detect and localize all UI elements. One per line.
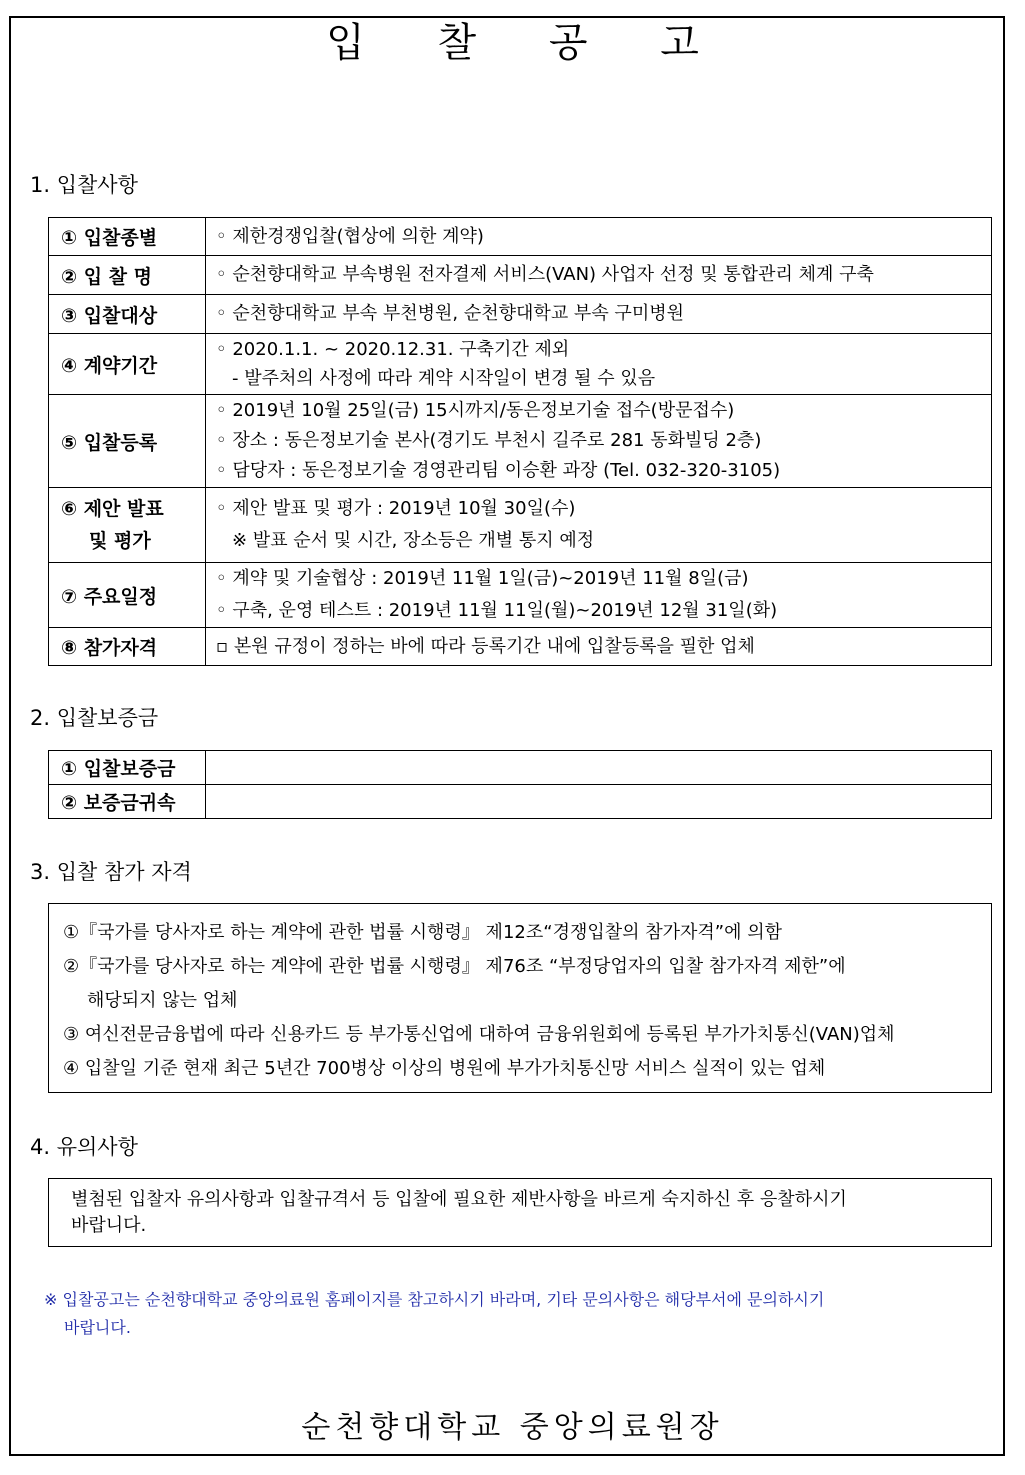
row-text: ◦ 제한경쟁입찰(협상에 의한 계약): [216, 225, 484, 247]
row-text: ◦ 2020.1.1. ~ 2020.12.31. 구축기간 제외: [216, 339, 570, 360]
table-row: [49, 334, 992, 395]
table-row: [49, 295, 992, 334]
section-heading-2: 2. 입찰보증금: [30, 706, 159, 730]
row-value: [206, 295, 992, 334]
qualification-item: ②『국가를 당사자로 하는 계약에 관한 법률 시행령』 제76조 “부정당업자의 입찰 참가자격 제한”에: [63, 956, 846, 977]
row-text: ◦ 담당자 : 동은정보기술 경영관리팀 이승환 과장 (Tel. 032-320-3105): [216, 460, 781, 481]
signature: 순천향대학교 중앙의료원장: [301, 1410, 724, 1445]
table-row: [49, 751, 992, 785]
row-value: [206, 751, 992, 785]
row-text: ▫ 본원 규정이 정하는 바에 따라 등록기간 내에 입찰등록을 필한 업체: [216, 635, 755, 657]
row-label: ② 보증금귀속: [49, 785, 206, 819]
caution-box: [48, 1178, 992, 1247]
row-value: [206, 395, 992, 488]
qualifications-box: [48, 903, 992, 1093]
bid-items-table: [48, 217, 992, 666]
row-value: [206, 334, 992, 395]
table-row: [49, 256, 992, 295]
row-text: ◦ 구축, 운영 테스트 : 2019년 11월 11일(월)~2019년 12월 31일(화): [216, 600, 778, 621]
table-row: [49, 628, 992, 666]
row-value: [206, 218, 992, 256]
section-heading-1: 1. 입찰사항: [30, 173, 138, 197]
caution-text: 별첨된 입찰자 유의사항과 입찰규격서 등 입찰에 필요한 제반사항을 바르게 숙지하신 후 응찰하시기: [71, 1189, 847, 1210]
qualification-item: ④ 입찰일 기준 현재 최근 5년간 700병상 이상의 병원에 부가가치통신망 서비스 실적이 있는 업체: [63, 1058, 826, 1079]
row-label: ⑤ 입찰등록: [49, 395, 206, 488]
section-heading-4: 4. 유의사항: [30, 1135, 138, 1159]
row-label: ① 입찰종별: [49, 218, 206, 256]
footnote-line: 바랍니다.: [64, 1318, 131, 1337]
table-row: [49, 785, 992, 819]
caution-text: 바랍니다.: [71, 1215, 147, 1236]
row-text: - 발주처의 사정에 따라 계약 시작일이 변경 될 수 있음: [232, 368, 656, 389]
row-value: [206, 785, 992, 819]
page-title: 입 찰 공 고: [326, 20, 729, 66]
row-text: ◦ 장소 : 동은정보기술 본사(경기도 부천시 길주로 281 동화빌딩 2층): [216, 430, 762, 451]
row-value: [206, 628, 992, 666]
qualification-item: ③ 여신전문금융법에 따라 신용카드 등 부가통신업에 대하여 금융위원회에 등록된 부가가치통신(VAN)업체: [63, 1024, 895, 1045]
row-text: ◦ 순천향대학교 부속병원 전자결제 서비스(VAN) 사업자 선정 및 통합관리 체계 구축: [216, 264, 874, 285]
row-label: ⑧ 참가자격: [49, 628, 206, 666]
row-label: ④ 계약기간: [49, 334, 206, 395]
row-value: [206, 563, 992, 628]
row-label-line: ⑥ 제안 발표: [61, 498, 164, 520]
footnote: [44, 1286, 944, 1342]
row-value: [206, 488, 992, 563]
qualification-item: 해당되지 않는 업체: [87, 990, 238, 1011]
row-text: ◦ 제안 발표 및 평가 : 2019년 10월 30일(수): [216, 498, 576, 519]
table-row: [49, 395, 992, 488]
section-heading-3: 3. 입찰 참가 자격: [30, 860, 192, 884]
row-label: ② 입 찰 명: [49, 256, 206, 295]
row-text: ◦ 계약 및 기술협상 : 2019년 11월 1일(금)~2019년 11월 8일(금): [216, 568, 749, 589]
row-text: ※ 발표 순서 및 시간, 장소등은 개별 통지 예정: [232, 530, 595, 551]
row-label: ⑦ 주요일정: [49, 563, 206, 628]
row-label-line: 및 평가: [89, 530, 151, 552]
table-row: [49, 488, 992, 563]
row-value: [206, 256, 992, 295]
row-label: [49, 488, 206, 563]
row-label: ① 입찰보증금: [49, 751, 206, 785]
table-row: [49, 218, 992, 256]
qualification-item: ①『국가를 당사자로 하는 계약에 관한 법률 시행령』 제12조“경쟁입찰의 참가자격”에 의함: [63, 922, 782, 943]
row-label: ③ 입찰대상: [49, 295, 206, 334]
footnote-line: ※ 입찰공고는 순천향대학교 중앙의료원 홈페이지를 참고하시기 바라며, 기타 문의사항은 해당부서에 문의하시기: [44, 1290, 825, 1309]
deposit-table: [48, 750, 992, 819]
table-row: [49, 563, 992, 628]
row-text: ◦ 2019년 10월 25일(금) 15시까지/동은정보기술 접수(방문접수): [216, 400, 735, 421]
row-text: ◦ 순천향대학교 부속 부천병원, 순천향대학교 부속 구미병원: [216, 303, 684, 324]
